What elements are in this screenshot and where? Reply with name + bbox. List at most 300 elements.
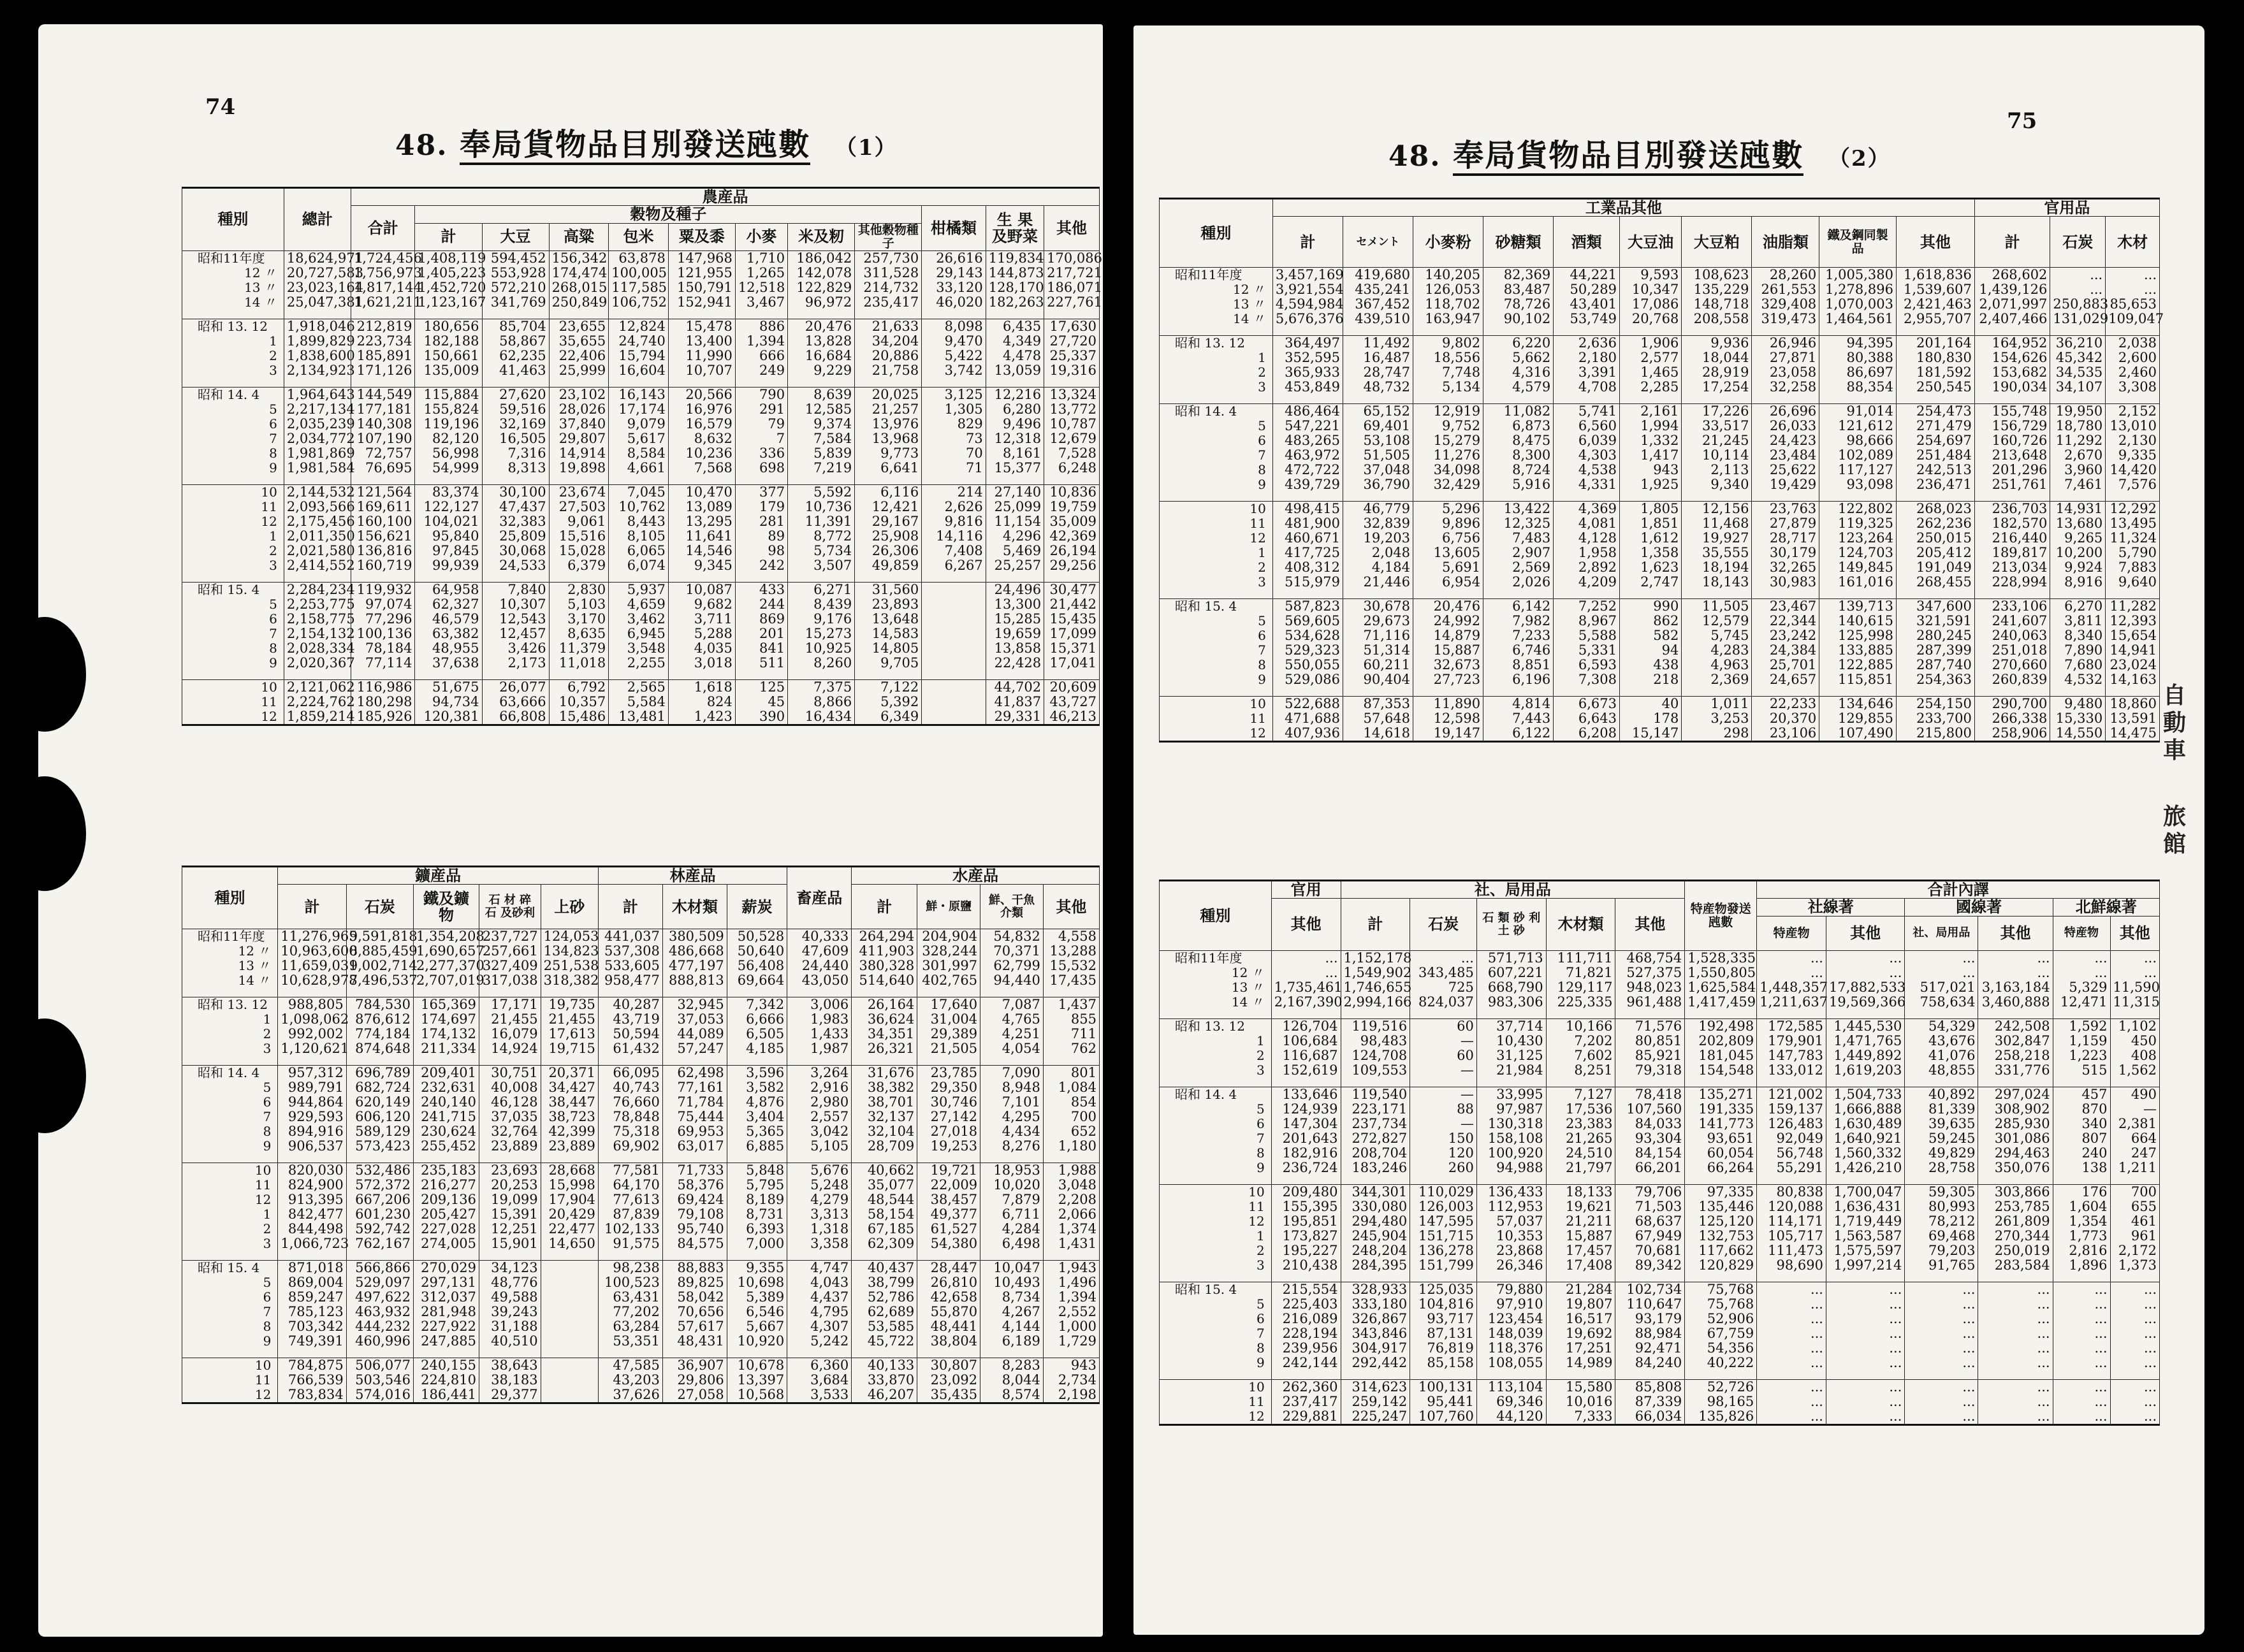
table-cell: 25,809 [482, 529, 549, 544]
gap-cell [986, 475, 1044, 485]
row-gap [182, 1349, 1100, 1358]
table-cell: 419,680 [1343, 268, 1413, 283]
table-row [1160, 643, 2160, 658]
table-cell: 9,340 [1682, 477, 1752, 492]
table-cell: 4,283 [1682, 643, 1752, 658]
table-row [182, 431, 1100, 446]
table-cell: 21,455 [479, 1012, 541, 1027]
table-cell: 88,984 [1615, 1326, 1685, 1341]
table-cell: 209,136 [413, 1192, 479, 1207]
gap-cell [1905, 1273, 1978, 1282]
table-cell: 7,101 [980, 1095, 1044, 1110]
table-cell: 78,848 [598, 1110, 662, 1124]
table-cell: 14,650 [541, 1236, 598, 1251]
table-cell: 71 [922, 461, 986, 475]
table-cell: 20,025 [855, 387, 922, 402]
gap-cell [415, 378, 482, 388]
table-cell: 44,120 [1476, 1409, 1546, 1425]
table-cell: 287,740 [1896, 658, 1974, 672]
gap-cell [787, 1349, 852, 1358]
table-cell: 3,006 [787, 997, 852, 1013]
table-cell: 62,498 [662, 1066, 727, 1081]
col-mine: 鑛産品 [278, 867, 599, 885]
table-cell: 321,591 [1896, 614, 1974, 628]
table-cell: 27,140 [986, 484, 1044, 500]
table-cell: 7,443 [1483, 711, 1554, 726]
table-row [1160, 1409, 2160, 1425]
gap-cell [1160, 395, 1273, 404]
table-cell: 698 [735, 461, 787, 475]
table-cell: 110,647 [1615, 1297, 1685, 1312]
table-cell [541, 1319, 598, 1334]
table-row [1160, 1214, 2160, 1229]
table-cell: — [1410, 1034, 1477, 1048]
table-cell: 12,457 [482, 627, 549, 641]
table-cell: 122,127 [415, 500, 482, 514]
table-cell: 93,098 [1819, 477, 1897, 492]
col-hokusen: 北鮮線著 [2053, 899, 2159, 916]
table-cell: 4,876 [727, 1095, 787, 1110]
table-cell: 2,916 [787, 1080, 852, 1095]
table-cell: 60 [1410, 1018, 1477, 1034]
table-cell: 79,706 [1615, 1184, 1685, 1199]
table-cell: 402,765 [917, 973, 980, 988]
table-cell: 9,936 [1682, 336, 1752, 351]
table-cell: 330,080 [1341, 1199, 1410, 1214]
table-cell: 7,090 [980, 1066, 1044, 1081]
table-cell: 2,071,997 [1974, 297, 2050, 312]
table-cell: 6,208 [1554, 726, 1620, 742]
table-cell: 529,323 [1272, 643, 1343, 658]
table-cell: 26,164 [852, 997, 917, 1013]
table-cell: 164,952 [1974, 336, 2050, 351]
table-cell: 11,324 [2106, 531, 2160, 546]
table-cell: 236,724 [1271, 1161, 1341, 1175]
table-cell: 33,995 [1476, 1087, 1546, 1102]
table-cell: 140,615 [1819, 614, 1897, 628]
row-label: 12 〃 [182, 944, 278, 959]
gap-cell [1160, 1010, 1272, 1019]
table-cell: 6,711 [980, 1207, 1044, 1222]
gap-cell [182, 310, 284, 319]
table-cell: 7,483 [1483, 531, 1554, 546]
table-cell: 807 [2053, 1131, 2110, 1146]
col-komugi: 小麥 [735, 223, 787, 250]
table-cell: 144,873 [986, 266, 1044, 280]
table-cell: 228,994 [1974, 575, 2050, 590]
gap-cell [1619, 326, 1681, 336]
table-cell: 2,830 [549, 582, 609, 597]
table-cell: 147,783 [1757, 1048, 1826, 1063]
table-cell: 6,349 [855, 709, 922, 725]
gap-cell [2050, 687, 2106, 697]
row-label: 14 〃 [1160, 312, 1273, 326]
table-row [182, 1207, 1100, 1222]
page-title: 48. 奉局貨物品目別發送瓲數 （1） [395, 120, 898, 164]
table-cell: 17,408 [1546, 1258, 1615, 1273]
table-row [182, 1163, 1100, 1178]
table-cell: 21,257 [855, 402, 922, 417]
table-cell: 38,457 [917, 1192, 980, 1207]
row-label: 5 [182, 1080, 278, 1095]
gap-cell [2050, 395, 2106, 404]
gap-cell [609, 670, 669, 680]
table-cell: ... [2053, 1282, 2110, 1297]
gap-cell [1752, 687, 1819, 697]
table-cell: 589,129 [346, 1124, 413, 1139]
table-cell: 1,539,607 [1896, 282, 1974, 297]
table-cell: 61,432 [598, 1041, 662, 1056]
table-cell: 138 [2053, 1161, 2110, 1175]
left-page [38, 24, 1103, 1637]
table-cell: 64,170 [598, 1178, 662, 1192]
table-cell: 67,949 [1615, 1229, 1685, 1243]
table-cell: 1,159 [2053, 1034, 2110, 1048]
table-cell: ... [1905, 1341, 1978, 1356]
row-label: 5 [1160, 1297, 1272, 1312]
table-cell: 607,221 [1476, 966, 1546, 980]
gap-cell [1896, 590, 1974, 599]
table-cell: 1,504,733 [1826, 1087, 1904, 1102]
table-cell: 7,202 [1546, 1034, 1615, 1048]
table-cell: 943 [1043, 1358, 1099, 1373]
row-label: 3 [1160, 1063, 1272, 1078]
gap-cell [668, 310, 735, 319]
table-cell: 29,350 [917, 1080, 980, 1095]
row-label: 2 [182, 1027, 278, 1041]
table-cell: ... [1826, 1326, 1904, 1341]
table-cell: 468,754 [1615, 950, 1685, 966]
row-label: 昭和 13. 12 [1160, 336, 1273, 351]
gap-cell [415, 310, 482, 319]
gap-cell [284, 378, 351, 388]
table-row [182, 597, 1100, 612]
table-cell: 33,870 [852, 1373, 917, 1388]
table-cell: 37,626 [598, 1388, 662, 1403]
table-cell: 45 [735, 695, 787, 709]
table-cell: 281 [735, 514, 787, 529]
table-cell: 253,785 [1978, 1199, 2053, 1214]
table-cell: 498,415 [1272, 502, 1343, 517]
table-cell: 16,604 [609, 363, 669, 378]
table-cell: 205,427 [413, 1207, 479, 1222]
table-row [182, 582, 1100, 597]
table-cell: 83,487 [1483, 282, 1554, 297]
table-cell: 13,397 [727, 1373, 787, 1388]
gap-cell [1160, 492, 1273, 502]
table-cell: 153,682 [1974, 365, 2050, 380]
table-cell: 182,188 [415, 334, 482, 349]
row-label: 13 〃 [182, 959, 278, 973]
table-row [1160, 448, 2160, 463]
gap-cell [852, 1056, 917, 1066]
table-cell: 18,143 [1682, 575, 1752, 590]
table-cell: ... [2053, 1312, 2110, 1326]
table-cell: 1,445,530 [1826, 1018, 1904, 1034]
table-cell [541, 1305, 598, 1319]
table-cell: 42,399 [541, 1124, 598, 1139]
table-cell: 11,990 [668, 349, 735, 363]
table-cell: 82,120 [415, 431, 482, 446]
table-cell: 40,437 [852, 1261, 917, 1276]
table-cell: 989,791 [278, 1080, 346, 1095]
table-cell: 35,435 [917, 1388, 980, 1403]
table-cell: 19,715 [541, 1041, 598, 1056]
table-cell: 336 [735, 446, 787, 461]
table-cell: 5,331 [1554, 643, 1620, 658]
table-cell: 19,253 [917, 1139, 980, 1154]
table-cell: 1,618,836 [1896, 268, 1974, 283]
table-cell: 14,989 [1546, 1356, 1615, 1370]
table-cell: 23,655 [549, 319, 609, 334]
table-cell: 5,676,376 [1272, 312, 1343, 326]
row-label: 7 [1160, 1131, 1272, 1146]
gap-cell [980, 1349, 1044, 1358]
gap-cell [1043, 1349, 1099, 1358]
table-cell: 225,247 [1341, 1409, 1410, 1425]
table-cell: 109,047 [2106, 312, 2160, 326]
table-cell: 46,779 [1343, 502, 1413, 517]
table-cell: 407,936 [1272, 726, 1343, 742]
table-row [1160, 477, 2160, 492]
table-cell: 758,634 [1905, 995, 1978, 1010]
table-row [182, 709, 1100, 725]
table-cell [541, 1261, 598, 1276]
table-row [1160, 1131, 2160, 1146]
table-cell: 4,708 [1554, 380, 1620, 395]
gap-cell [1410, 1175, 1477, 1185]
table-row [1160, 726, 2160, 742]
table-cell: 28,747 [1343, 365, 1413, 380]
table-cell: 84,154 [1615, 1146, 1685, 1161]
table-cell: 26,306 [855, 544, 922, 558]
table-cell: 2,255 [609, 656, 669, 670]
table-cell: 61,527 [917, 1222, 980, 1236]
table-cell: 8,885,459 [346, 944, 413, 959]
table-cell: 929,593 [278, 1110, 346, 1124]
gap-cell [2053, 1010, 2110, 1019]
table-cell: ... [1757, 1356, 1826, 1370]
table-cell: 215,800 [1896, 726, 1974, 742]
table-cell: 262,236 [1896, 516, 1974, 531]
table-cell: 29,167 [855, 514, 922, 529]
gap-cell [735, 475, 787, 485]
gap-cell [1757, 1175, 1826, 1185]
table-cell: 3,391 [1554, 365, 1620, 380]
table-row [182, 417, 1100, 431]
table-row [182, 1358, 1100, 1373]
table-cell: 10,166 [1546, 1018, 1615, 1034]
table-row [1160, 1326, 2160, 1341]
table-cell: 26,033 [1752, 419, 1819, 433]
table-cell: 1,981,869 [284, 446, 351, 461]
table-cell: 69,468 [1905, 1229, 1978, 1243]
table-cell: 215,554 [1271, 1282, 1341, 1297]
table-cell: 62,327 [415, 597, 482, 612]
col-seki: 石 類 砂 利 土 砂 [1476, 899, 1546, 950]
row-label: 10 [182, 484, 284, 500]
table-cell: 2,369 [1682, 672, 1752, 687]
gap-cell [2106, 395, 2160, 404]
gap-cell [1343, 492, 1413, 502]
table-cell: 22,428 [986, 656, 1044, 670]
table-row [182, 1192, 1100, 1207]
table-cell: 2,144,532 [284, 484, 351, 500]
table-cell: 116,986 [351, 679, 415, 695]
table-cell: 3,170 [549, 612, 609, 627]
table-cell: 49,377 [917, 1207, 980, 1222]
table-cell: 201 [735, 627, 787, 641]
table-cell: 667,206 [346, 1192, 413, 1207]
table-cell: 119,516 [1341, 1018, 1410, 1034]
table-cell: 5,296 [1413, 502, 1483, 517]
col-komugiko: 小麥粉 [1413, 217, 1483, 268]
gap-cell [1160, 1078, 1272, 1087]
table-cell: 224,810 [413, 1373, 479, 1388]
row-label: 8 [182, 1319, 278, 1334]
table-cell: 56,998 [415, 446, 482, 461]
table-cell: ... [1757, 1297, 1826, 1312]
table-cell: 1,437 [1043, 997, 1099, 1013]
table-cell: 209,401 [413, 1066, 479, 1081]
table-cell: 5,790 [2106, 546, 2160, 560]
row-label: 11 [1160, 516, 1273, 531]
table-cell: 191,335 [1685, 1102, 1757, 1117]
table-cell: 5,248 [787, 1178, 852, 1192]
gap-cell [727, 1056, 787, 1066]
gap-cell [980, 988, 1044, 997]
row-label: 5 [182, 597, 284, 612]
table-cell: 1,448,357 [1757, 980, 1826, 995]
table-cell: 37,714 [1476, 1018, 1546, 1034]
gap-cell [852, 1154, 917, 1163]
table-row [182, 997, 1100, 1013]
col-sha-total: 計 [1341, 899, 1410, 950]
row-label: 12 [182, 709, 284, 725]
table-cell: 317,038 [479, 973, 541, 988]
table-cell: 1,405,223 [415, 266, 482, 280]
table-cell: 38,382 [852, 1080, 917, 1095]
col-gov-other: 其他 [1271, 899, 1341, 950]
table-cell: 8,632 [668, 431, 735, 446]
table-cell: 18,194 [1682, 560, 1752, 575]
table-row [182, 529, 1100, 544]
table-cell: 76,819 [1410, 1341, 1477, 1356]
gap-cell [852, 988, 917, 997]
table-cell: 8,574 [980, 1388, 1044, 1403]
table-cell: — [1410, 1087, 1477, 1102]
table-cell: 1,619,203 [1826, 1063, 1904, 1078]
table-cell: 80,851 [1615, 1034, 1685, 1048]
table-cell: 1,746,655 [1341, 980, 1410, 995]
table-cell: 38,804 [917, 1334, 980, 1349]
gap-cell [1341, 1273, 1410, 1282]
table-cell: 2,414,552 [284, 558, 351, 573]
table-cell: 21,505 [917, 1041, 980, 1056]
table-cell: 517,021 [1905, 980, 1978, 995]
table-cell: 11,154 [986, 514, 1044, 529]
table-cell: 11,890 [1413, 697, 1483, 712]
table-cell: 9,816 [922, 514, 986, 529]
gap-cell [1905, 1078, 1978, 1087]
table-agri [182, 187, 1100, 726]
table-cell: 15,391 [479, 1207, 541, 1222]
table-cell: 829 [922, 417, 986, 431]
table-cell: 14,931 [2050, 502, 2106, 517]
table-cell: 126,053 [1413, 282, 1483, 297]
table-cell: 62,799 [980, 959, 1044, 973]
col-sato: 砂糖類 [1483, 217, 1554, 268]
table-cell: 1,724,456 [351, 250, 415, 266]
table-cell: 30,477 [1044, 582, 1100, 597]
table-cell: 25,701 [1752, 658, 1819, 672]
table-cell: 6,142 [1483, 599, 1554, 614]
table-row [182, 387, 1100, 402]
table-cell: 319,473 [1752, 312, 1819, 326]
table-cell: 1,906 [1619, 336, 1681, 351]
table-cell: 23,868 [1476, 1243, 1546, 1258]
table-cell: 70,656 [662, 1305, 727, 1319]
table-cell: 24,440 [787, 959, 852, 973]
table-cell: 115,884 [415, 387, 482, 402]
gap-cell [1826, 1010, 1904, 1019]
table-cell: 2,552 [1043, 1305, 1099, 1319]
col-other: 其他 [1896, 217, 1974, 268]
row-gap [1160, 1010, 2160, 1019]
table-cell: 34,123 [479, 1261, 541, 1276]
table-cell: 171,126 [351, 363, 415, 378]
gap-cell [1043, 1056, 1099, 1066]
table-cell: 9,470 [922, 334, 986, 349]
table-row [1160, 463, 2160, 477]
table-cell: 1,756,973 [351, 266, 415, 280]
table-cell: 7,308 [1554, 672, 1620, 687]
table-cell: 10,925 [788, 641, 855, 656]
gap-cell [1905, 1370, 1978, 1380]
table-cell: 3,533 [787, 1388, 852, 1403]
table-cell: 190,034 [1974, 380, 2050, 395]
table-cell: 34,427 [541, 1080, 598, 1095]
table-cell: 88,883 [662, 1261, 727, 1276]
table-cell: 232,631 [413, 1080, 479, 1095]
table-cell: 131,029 [2050, 312, 2106, 326]
table-cell: 91,014 [1819, 404, 1897, 419]
table-cell: 208,704 [1341, 1146, 1410, 1161]
table-cell: 136,816 [351, 544, 415, 558]
gap-cell [415, 573, 482, 583]
table-cell: 250,849 [549, 295, 609, 310]
gap-cell [1341, 1370, 1410, 1380]
table-cell: 259,142 [1341, 1395, 1410, 1409]
table-cell: 89 [735, 529, 787, 544]
gap-cell [1554, 687, 1620, 697]
table-row [1160, 672, 2160, 687]
table-cell: 11,292 [2050, 433, 2106, 448]
table-cell: 13,481 [609, 709, 669, 725]
table-cell: 37,053 [662, 1012, 727, 1027]
table-cell: 327,409 [479, 959, 541, 973]
table-cell: 70 [922, 446, 986, 461]
table-cell: 121,564 [351, 484, 415, 500]
table-cell: 450 [2110, 1034, 2159, 1048]
col-tetsu: 鐵及鑛物 [413, 885, 479, 929]
gap-cell [346, 1154, 413, 1163]
table-row [1160, 697, 2160, 712]
table-cell: 88 [1410, 1102, 1477, 1117]
table-row [1160, 711, 2160, 726]
row-label: 7 [1160, 448, 1273, 463]
row-label: 3 [182, 1236, 278, 1251]
